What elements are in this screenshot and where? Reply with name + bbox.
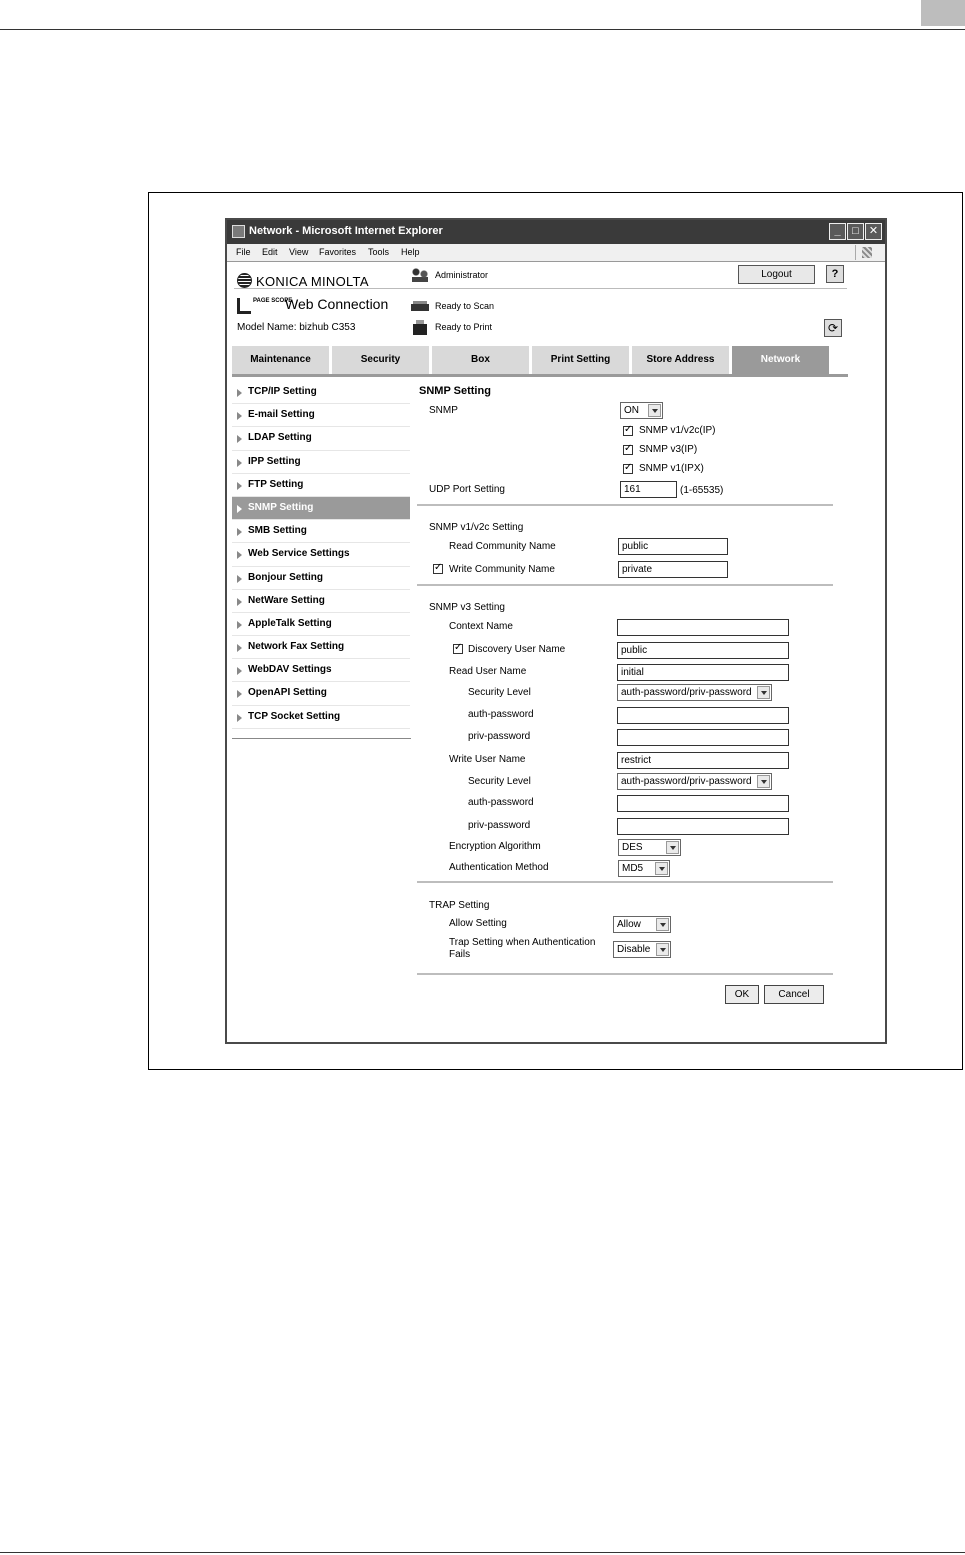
maximize-button[interactable]: □ (847, 223, 864, 240)
discovery-user-checkbox[interactable] (453, 644, 463, 654)
sidebar-item-email[interactable] (232, 404, 410, 427)
sidebar-item-ipp[interactable] (232, 451, 410, 474)
printer-icon (410, 319, 430, 335)
user-mode-label: Administrator (435, 270, 489, 280)
snmp-select[interactable] (620, 402, 663, 419)
product-name: Web Connection (285, 296, 389, 312)
sidebar-item-label: OpenAPI Setting (248, 687, 327, 699)
pagescope-icon (237, 298, 251, 314)
v3-section-title: SNMP v3 Setting (429, 602, 505, 613)
refresh-icon[interactable]: ⟳ (824, 319, 842, 337)
close-button[interactable]: ✕ (865, 223, 882, 240)
tab-security[interactable]: Security (332, 346, 430, 374)
read-community-label: Read Community Name (449, 541, 556, 552)
write-community-label: Write Community Name (449, 564, 555, 575)
triangle-right-icon (237, 598, 242, 606)
sidebar-item-appletalk[interactable] (232, 613, 410, 636)
triangle-right-icon (237, 690, 242, 698)
logout-button[interactable]: Logout (738, 265, 815, 284)
menu-file[interactable]: File (236, 247, 251, 257)
sidebar-item-label: SMB Setting (248, 525, 307, 537)
ok-button[interactable]: OK (725, 985, 759, 1004)
chevron-down-icon (656, 943, 669, 956)
globe-icon (237, 273, 252, 288)
snmp-select-value: ON (624, 405, 639, 416)
cancel-button[interactable]: Cancel (764, 985, 824, 1004)
read-priv-password-input[interactable] (617, 729, 789, 746)
chevron-down-icon (648, 404, 661, 417)
chevron-down-icon (656, 918, 669, 931)
sidebar-item-label: LDAP Setting (248, 432, 312, 444)
triangle-right-icon (237, 714, 242, 722)
triangle-right-icon (237, 389, 242, 397)
read-user-label: Read User Name (449, 666, 527, 677)
snmp-v3-ip-checkbox[interactable] (623, 445, 633, 455)
page-top-rule (0, 29, 965, 30)
help-icon[interactable]: ? (826, 265, 844, 283)
print-status-text: Ready to Print (435, 322, 493, 332)
snmp-v1v2c-ip-label: SNMP v1/v2c(IP) (639, 425, 716, 436)
main-tabs (232, 346, 848, 376)
sidebar-item-ldap[interactable] (232, 427, 410, 450)
triangle-right-icon (237, 575, 242, 583)
menu-favorites[interactable]: Favorites (319, 247, 357, 257)
sidebar-item-bonjour[interactable] (232, 567, 410, 590)
triangle-right-icon (237, 459, 242, 467)
write-auth-password-label: auth-password (468, 797, 534, 808)
menu-view[interactable]: View (289, 247, 309, 257)
udp-port-label: UDP Port Setting (429, 484, 505, 495)
triangle-right-icon (237, 644, 242, 652)
sidebar-item-openapi[interactable] (232, 682, 410, 705)
menu-help[interactable]: Help (401, 247, 420, 257)
discovery-user-input[interactable]: public (617, 642, 789, 659)
section-divider (417, 881, 833, 883)
title-bar (227, 220, 885, 244)
read-auth-password-label: auth-password (468, 709, 534, 720)
sidebar-item-label: WebDAV Settings (248, 664, 332, 676)
brand-name: KONICA MINOLTA (256, 274, 369, 289)
menu-tools[interactable]: Tools (368, 247, 390, 257)
sidebar-item-label: SNMP Setting (248, 501, 314, 513)
sidebar-item-smb[interactable] (232, 520, 410, 543)
authentication-method-select[interactable] (618, 860, 670, 877)
scan-status-text: Ready to Scan (435, 301, 495, 311)
window-title: Network - Microsoft Internet Explorer (249, 225, 443, 237)
snmp-v3-ip-label: SNMP v3(IP) (639, 444, 698, 455)
context-name-label: Context Name (449, 621, 513, 632)
sidebar (232, 381, 410, 729)
section-divider (417, 973, 833, 975)
sidebar-item-label: Bonjour Setting (248, 571, 323, 583)
sidebar-item-tcp-socket[interactable] (232, 706, 410, 729)
snmp-v1-ipx-label: SNMP v1(IPX) (639, 463, 704, 474)
sidebar-item-snmp[interactable] (232, 497, 410, 520)
tab-print-setting[interactable]: Print Setting (532, 346, 630, 374)
write-community-checkbox[interactable] (433, 564, 443, 574)
context-name-input[interactable] (617, 619, 789, 636)
trap-auth-fail-label: Trap Setting when Authentication (449, 937, 596, 948)
tab-maintenance[interactable]: Maintenance (232, 346, 330, 374)
snmp-settings-panel (417, 381, 837, 1041)
tab-store-address[interactable]: Store Address (632, 346, 730, 374)
minimize-button[interactable]: _ (829, 223, 846, 240)
sidebar-item-network-fax[interactable] (232, 636, 410, 659)
browser-window (225, 218, 887, 1044)
sidebar-item-tcpip[interactable] (232, 381, 410, 404)
section-divider (417, 504, 833, 506)
sidebar-item-ftp[interactable] (232, 474, 410, 497)
write-auth-password-input[interactable] (617, 795, 789, 812)
sidebar-item-label: Web Service Settings (248, 548, 350, 560)
snmp-label: SNMP (429, 405, 458, 416)
write-priv-password-input[interactable] (617, 818, 789, 835)
section-divider (417, 584, 833, 586)
triangle-right-icon (237, 505, 242, 513)
trap-auth-fail-select[interactable] (613, 941, 671, 958)
chevron-down-icon (757, 775, 770, 788)
udp-port-input[interactable]: 161 (620, 481, 677, 498)
sidebar-item-label: NetWare Setting (248, 594, 325, 606)
triangle-right-icon (237, 528, 242, 536)
administrator-icon (410, 267, 430, 283)
udp-port-range: (1-65535) (680, 485, 724, 496)
triangle-right-icon (237, 412, 242, 420)
snmp-v1v2c-ip-checkbox[interactable] (623, 426, 633, 436)
write-user-input[interactable]: restrict (617, 752, 789, 769)
tab-network[interactable]: Network (732, 346, 830, 376)
pagescope-label: PAGE SCOPE (253, 298, 293, 304)
allow-setting-value: Allow (617, 919, 641, 930)
trap-auth-fail-value: Disable (617, 944, 651, 955)
write-community-input[interactable]: private (618, 561, 728, 578)
sidebar-item-label: Network Fax Setting (248, 641, 345, 653)
write-security-level-select[interactable] (617, 773, 772, 790)
model-name: Model Name: bizhub C353 (237, 322, 356, 333)
write-user-label: Write User Name (449, 754, 526, 765)
sidebar-item-label: TCP/IP Setting (248, 386, 317, 397)
sidebar-item-label: FTP Setting (248, 478, 304, 490)
sidebar-item-netware[interactable] (232, 590, 410, 613)
encryption-algorithm-select[interactable] (618, 839, 681, 856)
read-priv-password-label: priv-password (468, 731, 531, 742)
page-number-box (921, 0, 965, 26)
discovery-user-label: Discovery User Name (468, 644, 566, 655)
sidebar-item-label: IPP Setting (248, 455, 301, 467)
trap-section-title: TRAP Setting (429, 900, 490, 911)
tabs-underline (232, 374, 848, 377)
sidebar-item-label: E-mail Setting (248, 409, 315, 421)
read-security-level-label: Security Level (468, 687, 531, 698)
menu-edit[interactable]: Edit (262, 247, 278, 257)
read-security-level-value: auth-password/priv-password (621, 687, 752, 698)
sidebar-item-label: TCP Socket Setting (248, 710, 341, 722)
read-user-input[interactable]: initial (617, 664, 789, 681)
allow-setting-select[interactable] (613, 916, 671, 933)
tab-box[interactable]: Box (432, 346, 530, 374)
encryption-algorithm-label: Encryption Algorithm (449, 841, 541, 852)
chevron-down-icon (655, 862, 668, 875)
page-title: SNMP Setting (419, 385, 491, 397)
authentication-method-value: MD5 (622, 863, 644, 874)
encryption-algorithm-value: DES (622, 842, 643, 853)
allow-setting-label: Allow Setting (449, 918, 507, 929)
read-auth-password-input[interactable] (617, 707, 789, 724)
page-bottom-rule (0, 1552, 965, 1553)
triangle-right-icon (237, 482, 242, 490)
scanner-icon (410, 298, 430, 314)
menu-bar (227, 244, 885, 262)
sidebar-item-webdav[interactable] (232, 659, 410, 682)
triangle-right-icon (237, 621, 242, 629)
sidebar-bottom-divider (232, 738, 411, 739)
triangle-right-icon (237, 667, 242, 675)
read-security-level-select[interactable] (617, 684, 772, 701)
chevron-down-icon (666, 841, 679, 854)
chevron-down-icon (757, 686, 770, 699)
write-priv-password-label: priv-password (468, 820, 531, 831)
triangle-right-icon (237, 551, 242, 559)
windows-logo-icon (855, 245, 877, 260)
sidebar-item-label: AppleTalk Setting (248, 617, 332, 629)
v1v2c-section-title: SNMP v1/v2c Setting (429, 522, 524, 533)
write-security-level-label: Security Level (468, 776, 531, 787)
ie-icon (232, 225, 245, 238)
trap-auth-fail-label-cont: Fails (449, 949, 471, 960)
sidebar-item-web-service[interactable] (232, 543, 410, 566)
snmp-v1-ipx-checkbox[interactable] (623, 464, 633, 474)
authentication-method-label: Authentication Method (449, 862, 549, 873)
read-community-input[interactable]: public (618, 538, 728, 555)
page-content (227, 262, 885, 1042)
triangle-right-icon (237, 435, 242, 443)
write-security-level-value: auth-password/priv-password (621, 776, 752, 787)
